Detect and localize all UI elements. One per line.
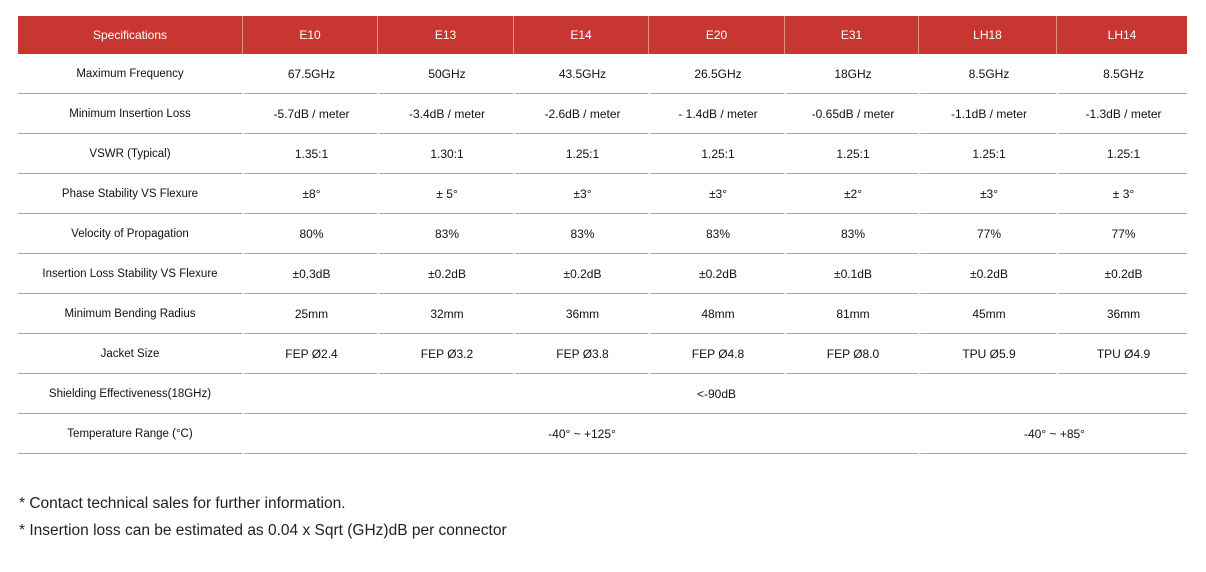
cell-e10: ±0.3dB [242,254,377,294]
cell-lh18: TPU Ø5.9 [918,334,1056,374]
cell-e20: 1.25:1 [648,134,784,174]
row-minimum-bending-radius [18,294,1187,334]
cell-e14: FEP Ø3.8 [513,334,648,374]
row-label: Minimum Bending Radius [18,294,242,334]
cell-e13: 1.30:1 [377,134,513,174]
cell-e20: 83% [648,214,784,254]
cell-shielding-all: <-90dB [242,374,1187,414]
header-e14: E14 [513,16,648,54]
cell-e20: ±3° [648,174,784,214]
cell-e14: 36mm [513,294,648,334]
cell-lh14: ± 3° [1056,174,1187,214]
cell-e31: 18GHz [784,54,918,94]
cell-lh18: 8.5GHz [918,54,1056,94]
row-jacket-size [18,334,1187,374]
cell-e10: 80% [242,214,377,254]
row-label: VSWR (Typical) [18,134,242,174]
row-velocity-of-propagation [18,214,1187,254]
cell-e14: -2.6dB / meter [513,94,648,134]
cell-lh14: 36mm [1056,294,1187,334]
cell-e31: -0.65dB / meter [784,94,918,134]
header-lh18: LH18 [918,16,1056,54]
row-shielding-effectiveness [18,374,1187,414]
cell-e13: ± 5° [377,174,513,214]
cell-e10: 1.35:1 [242,134,377,174]
row-label: Temperature Range (°C) [18,414,242,454]
row-label: Jacket Size [18,334,242,374]
cell-lh18: 45mm [918,294,1056,334]
cell-e31: 81mm [784,294,918,334]
row-phase-stability [18,174,1187,214]
row-temperature-range [18,414,1187,454]
header-row [18,16,1187,54]
spec-table-header [18,16,1187,54]
row-vswr [18,134,1187,174]
cell-e14: 1.25:1 [513,134,648,174]
footnotes [19,490,507,544]
cell-e31: 83% [784,214,918,254]
cell-e10: FEP Ø2.4 [242,334,377,374]
cell-e14: 43.5GHz [513,54,648,94]
cell-lh14: -1.3dB / meter [1056,94,1187,134]
cell-e20: FEP Ø4.8 [648,334,784,374]
footnote-contact-sales: * Contact technical sales for further information. [19,495,346,512]
cell-e13: FEP Ø3.2 [377,334,513,374]
row-label: Phase Stability VS Flexure [18,174,242,214]
cell-e20: 48mm [648,294,784,334]
header-e13: E13 [377,16,513,54]
cell-e14: ±3° [513,174,648,214]
cell-temperature-lh-series: -40° ~ +85° [918,414,1187,454]
row-label: Insertion Loss Stability VS Flexure [18,254,242,294]
cell-lh18: 1.25:1 [918,134,1056,174]
row-minimum-insertion-loss [18,94,1187,134]
cell-lh18: -1.1dB / meter [918,94,1056,134]
cell-e31: ±0.1dB [784,254,918,294]
cell-e10: 25mm [242,294,377,334]
cell-e13: 83% [377,214,513,254]
cell-lh14: ±0.2dB [1056,254,1187,294]
cell-lh14: TPU Ø4.9 [1056,334,1187,374]
cell-lh14: 1.25:1 [1056,134,1187,174]
cell-e20: 26.5GHz [648,54,784,94]
cell-lh18: ±3° [918,174,1056,214]
header-e31: E31 [784,16,918,54]
cell-e31: 1.25:1 [784,134,918,174]
cell-e14: 83% [513,214,648,254]
header-lh14: LH14 [1056,16,1187,54]
cell-e31: ±2° [784,174,918,214]
cell-e10: 67.5GHz [242,54,377,94]
cell-temperature-e-series: -40° ~ +125° [242,414,918,454]
cell-lh18: 77% [918,214,1056,254]
cell-e20: ±0.2dB [648,254,784,294]
cell-e10: ±8° [242,174,377,214]
cell-e13: 32mm [377,294,513,334]
footnote-insertion-loss: * Insertion loss can be estimated as 0.04 x Sqrt (GHz)dB per connector [19,522,507,539]
cell-lh14: 8.5GHz [1056,54,1187,94]
cell-e31: FEP Ø8.0 [784,334,918,374]
cell-lh18: ±0.2dB [918,254,1056,294]
cell-e14: ±0.2dB [513,254,648,294]
cell-lh14: 77% [1056,214,1187,254]
cell-e10: -5.7dB / meter [242,94,377,134]
cell-e13: ±0.2dB [377,254,513,294]
row-maximum-frequency [18,54,1187,94]
cell-e13: 50GHz [377,54,513,94]
row-label: Minimum Insertion Loss [18,94,242,134]
cell-e20: - 1.4dB / meter [648,94,784,134]
header-e20: E20 [648,16,784,54]
cell-e13: -3.4dB / meter [377,94,513,134]
row-label: Maximum Frequency [18,54,242,94]
row-label: Velocity of Propagation [18,214,242,254]
spec-table-body [18,54,1187,454]
header-e10: E10 [242,16,377,54]
row-insertion-loss-stability [18,254,1187,294]
header-specifications: Specifications [18,16,242,54]
row-label: Shielding Effectiveness(18GHz) [18,374,242,414]
spec-table [18,16,1187,454]
